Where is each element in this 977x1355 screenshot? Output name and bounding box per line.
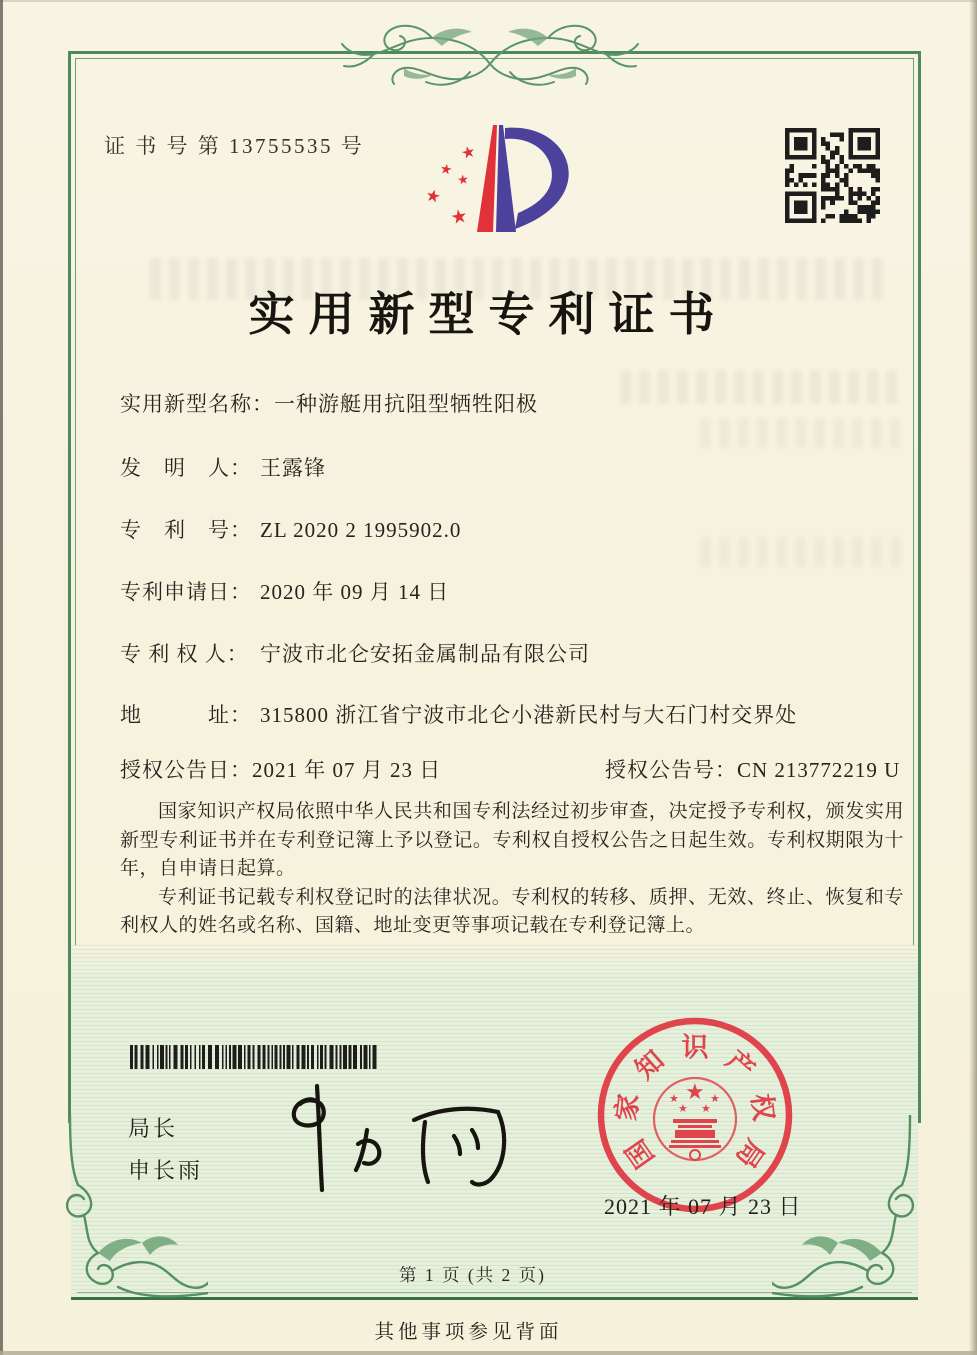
- scan-edge-right: [969, 0, 977, 1355]
- seal-date: 2021 年 07 月 23 日: [604, 1194, 802, 1219]
- field-value: 一种游艇用抗阻型牺牲阳极: [274, 392, 538, 416]
- bleed-through-smudge: [700, 418, 900, 448]
- svg-text:★: ★: [669, 1092, 679, 1105]
- field-row-address: [120, 699, 797, 729]
- svg-text:★: ★: [685, 1080, 705, 1105]
- field-row-grant: [120, 754, 901, 784]
- field-row-utility-name: [120, 388, 538, 418]
- barcode-icon: [130, 1045, 377, 1069]
- bleed-through-smudge: [620, 370, 902, 404]
- svg-text:★: ★: [710, 1092, 720, 1105]
- svg-text:★: ★: [678, 1102, 688, 1115]
- seal-character: 国: [619, 1134, 660, 1174]
- document-title: 实用新型专利证书: [248, 289, 729, 340]
- signer-name: 申长雨: [128, 1158, 204, 1183]
- back-note: 其他事项参见背面: [374, 1322, 563, 1343]
- scan-edge-top: [0, 0, 977, 2]
- handwritten-signature-icon: [262, 1078, 537, 1198]
- grant-number-group: [605, 754, 900, 784]
- legal-paragraph: 国家知识产权局依照中华人民共和国专利法经过初步审查，决定授予专利权，颁发实用新型专利证书并在专利登记簿上予以登记。专利权自授权公告之日起生效。专利权期限为十年，自申请日起算。: [120, 801, 904, 879]
- grant-date-label: 授权公告日：: [120, 758, 252, 782]
- field-label: 地 址：: [120, 703, 252, 727]
- frame-line-right: [918, 51, 921, 1123]
- field-value: ZL 2020 2 1995902.0: [260, 518, 462, 542]
- svg-text:★: ★: [423, 185, 443, 209]
- field-value: 2020 年 09 月 14 日: [260, 580, 450, 604]
- field-label: 专 利 号：: [120, 518, 252, 542]
- legal-paragraph: 专利证书记载专利权登记时的法律状况。专利权的转移、质押、无效、终止、恢复和专利权人的姓名或名称、国籍、地址变更等事项记载在专利登记簿上。: [120, 886, 904, 936]
- scan-edge-left: [0, 0, 3, 1355]
- bleed-through-smudge: [700, 537, 905, 567]
- field-value: 王露锋: [260, 456, 326, 480]
- field-row-inventor: [120, 452, 326, 482]
- legal-text-block: [120, 798, 904, 941]
- grant-date-value: 2021 年 07 月 23 日: [252, 758, 442, 782]
- page-indicator: 第 1 页 (共 2 页): [398, 1265, 547, 1285]
- grant-number-value: CN 213772219 U: [737, 758, 901, 782]
- field-label: 发 明 人：: [120, 456, 252, 480]
- seal-character: 产: [719, 1044, 760, 1085]
- field-value: 315800 浙江省宁波市北仑小港新民村与大石门村交界处: [260, 703, 798, 727]
- svg-text:★: ★: [448, 204, 470, 230]
- field-row-filing-date: [120, 576, 449, 606]
- seal-character: 知: [630, 1044, 671, 1085]
- red-official-seal: [595, 1015, 795, 1215]
- qr-code-icon: [785, 128, 880, 223]
- svg-text:★: ★: [456, 172, 470, 189]
- cnipa-logo-icon: [423, 108, 578, 248]
- seal-character: 权: [745, 1091, 779, 1123]
- field-row-patentee: [120, 638, 590, 668]
- seal-character: 家: [611, 1091, 645, 1123]
- svg-text:★: ★: [701, 1102, 711, 1115]
- field-label: 专 利 权 人：: [120, 642, 249, 666]
- field-row-patent-number: [120, 514, 461, 544]
- seal-character: 识: [681, 1032, 709, 1063]
- floral-flourish-icon: [320, 12, 660, 94]
- svg-text:★: ★: [459, 141, 478, 164]
- signer-title: 局长: [128, 1116, 179, 1141]
- scan-edge-bottom: [0, 1351, 977, 1355]
- field-label: 实用新型名称：: [120, 392, 274, 416]
- certificate-number: 证 书 号 第 13755535 号: [104, 134, 365, 158]
- field-value: 宁波市北仑安拓金属制品有限公司: [260, 642, 590, 666]
- grant-number-label: 授权公告号：: [605, 758, 737, 782]
- field-label: 专利申请日：: [120, 580, 252, 604]
- seal-character: 局: [730, 1134, 771, 1174]
- svg-text:★: ★: [438, 160, 454, 179]
